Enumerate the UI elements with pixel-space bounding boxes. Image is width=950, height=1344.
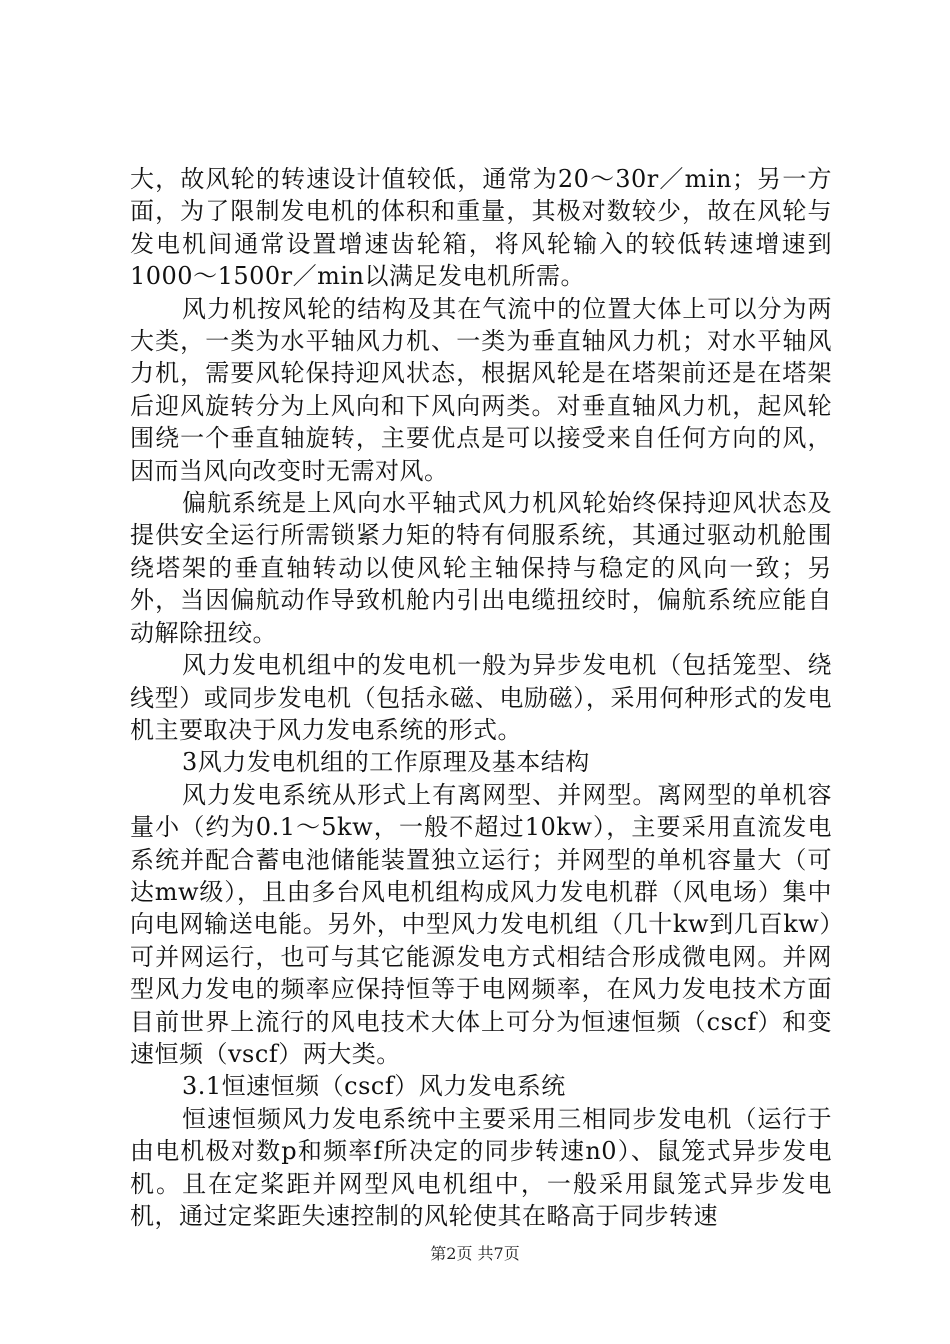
- section-heading-3: 3风力发电机组的工作原理及基本结构: [182, 748, 590, 777]
- paragraph-continuation: 大，故风轮的转速设计值较低，通常为20～30r／min；另一方面，为了限制发电机的体积和重量，其极对数较少，故在风轮与发电机间通常设置增速齿轮箱，将风轮输入的较低转速增速到1000～1500r／min以满足发电机所需。: [130, 165, 832, 291]
- paragraph-yaw-system: 偏航系统是上风向水平轴式风力机风轮始终保持迎风状态及提供安全运行所需锁紧力矩的特有伺服系统，其通过驱动机舱围绕塔架的垂直轴转动以使风轮主轴保持与稳定的风向一致；另外，当因偏航动作导致机舱内引出电缆扭绞时，偏航系统应能自动解除扭绞。: [130, 489, 832, 647]
- paragraph-cscf-system: 恒速恒频风力发电系统中主要采用三相同步发电机（运行于由电机极对数p和频率f所决定的同步转速n0）、鼠笼式异步发电机。且在定桨距并网型风电机组中，一般采用鼠笼式异步发电机，通过定桨距失速控制的风轮使其在略高于同步转速: [130, 1104, 832, 1230]
- page-footer: 第2页 共7页: [430, 1244, 520, 1263]
- document-body: [130, 163, 832, 1232]
- section-heading-3-1: 3.1恒速恒频（cscf）风力发电系统: [182, 1072, 566, 1101]
- paragraph-generator-types: 风力发电机组中的发电机一般为异步发电机（包括笼型、绕线型）或同步发电机（包括永磁、电励磁），采用何种形式的发电机主要取决于风力发电系统的形式。: [130, 651, 832, 744]
- paragraph-system-forms: 风力发电系统从形式上有离网型、并网型。离网型的单机容量小（约为0.1～5kw，一般不超过10kw），主要采用直流发电系统并配合蓄电池储能装置独立运行；并网型的单机容量大（可达mw级），且由多台风电机组构成风力发电机群（风电场）集中向电网输送电能。另外，中型风力发电机组（几十kw到几百kw）可并网运行，也可与其它能源发电方式相结合形成微电网。并网型风力发电的频率应保持恒等于电网频率，在风力发电技术方面目前世界上流行的风电技术大体上可分为恒速恒频（cscf）和变速恒频（vscf）两大类。: [130, 780, 832, 1068]
- paragraph-wind-turbine-types: 风力机按风轮的结构及其在气流中的位置大体上可以分为两大类，一类为水平轴风力机、一类为垂直轴风力机；对水平轴风力机，需要风轮保持迎风状态，根据风轮是在塔架前还是在塔架后迎风旋转分为上风向和下风向两类。对垂直轴风力机，起风轮围绕一个垂直轴旋转，主要优点是可以接受来自任何方向的风，因而当风向改变时无需对风。: [130, 294, 832, 485]
